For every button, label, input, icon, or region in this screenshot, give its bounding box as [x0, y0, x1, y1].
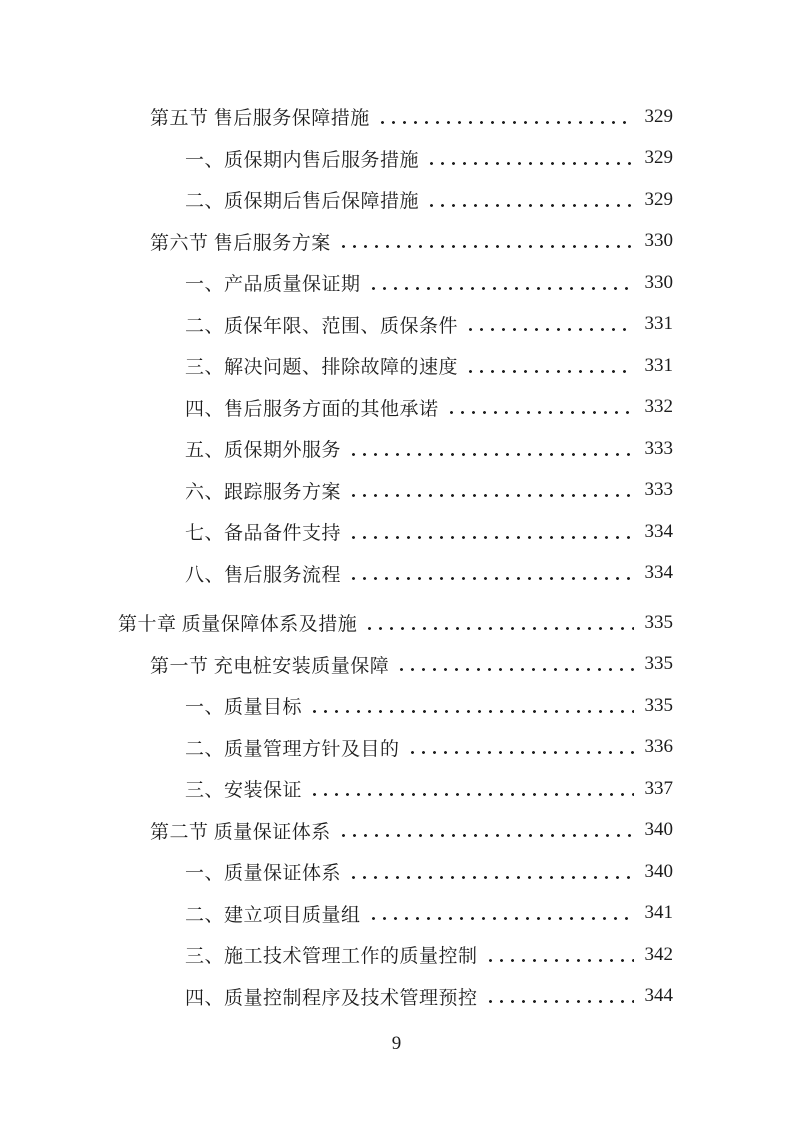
toc-entry [118, 304, 673, 346]
toc-entry-label: 一、产品质量保证期 [185, 274, 361, 296]
toc-entry-label: 二、质量管理方针及目的 [185, 738, 400, 760]
dot-leader [338, 232, 634, 251]
dot-leader [426, 149, 634, 168]
dot-leader [348, 564, 634, 583]
dot-leader [368, 273, 634, 292]
toc-entry-label: 三、施工技术管理工作的质量控制 [185, 946, 478, 968]
toc-entry-page-number: 344 [644, 985, 673, 1007]
toc-entry [118, 262, 673, 304]
dot-leader [446, 398, 634, 417]
dot-leader [407, 738, 634, 757]
toc-entry [118, 221, 673, 263]
toc-entry-label: 二、建立项目质量组 [185, 904, 361, 926]
toc-entry-page-number: 334 [644, 562, 673, 584]
toc-entry-page-number: 329 [644, 188, 673, 210]
toc-entry-page-number: 340 [644, 819, 673, 841]
toc-entry-label: 五、质保期外服务 [185, 440, 342, 462]
toc-entry-label: 七、备品备件支持 [185, 523, 342, 545]
dot-leader [377, 107, 634, 126]
dot-leader [348, 522, 634, 541]
toc-entry-page-number: 333 [644, 437, 673, 459]
toc-entry-page-number: 331 [644, 313, 673, 335]
toc-entry-label: 第一节 充电桩安装质量保障 [150, 655, 390, 677]
dot-leader [465, 315, 634, 334]
toc-entry [118, 644, 673, 686]
toc-entry [118, 511, 673, 553]
dot-leader [485, 987, 634, 1006]
dot-leader [309, 696, 634, 715]
toc-entry-label: 一、质保期内售后服务措施 [185, 149, 420, 171]
toc-entry-label: 四、售后服务方面的其他承诺 [185, 398, 439, 420]
toc-entry-label: 八、售后服务流程 [185, 564, 342, 586]
dot-leader [309, 779, 634, 798]
toc-entry-label: 第十章 质量保障体系及措施 [118, 614, 358, 636]
dot-leader [465, 356, 634, 375]
toc-entry-page-number: 335 [644, 653, 673, 675]
dot-leader [348, 862, 634, 881]
toc-entry [118, 179, 673, 221]
toc-entry [118, 727, 673, 769]
toc-entry-page-number: 333 [644, 479, 673, 501]
toc-entry [118, 851, 673, 893]
toc-entry-label: 六、跟踪服务方案 [185, 481, 342, 503]
toc-entry [118, 810, 673, 852]
toc-entry-page-number: 335 [644, 611, 673, 633]
toc-entry [118, 96, 673, 138]
dot-leader [348, 439, 634, 458]
toc-entry-page-number: 337 [644, 777, 673, 799]
dot-leader [338, 821, 634, 840]
toc-entry-label: 第二节 质量保证体系 [150, 821, 331, 843]
dot-leader [426, 190, 634, 209]
toc-entry-page-number: 330 [644, 230, 673, 252]
toc-entry [118, 345, 673, 387]
table-of-contents [118, 96, 673, 1017]
dot-leader [368, 904, 634, 923]
toc-entry-label: 第五节 售后服务保障措施 [150, 108, 370, 130]
toc-entry [118, 602, 673, 644]
toc-entry-label: 四、质量控制程序及技术管理预控 [185, 987, 478, 1009]
dot-leader [348, 481, 634, 500]
toc-entry [118, 470, 673, 512]
toc-entry-page-number: 332 [644, 396, 673, 418]
toc-entry [118, 387, 673, 429]
toc-entry [118, 553, 673, 595]
toc-entry-label: 第六节 售后服务方案 [150, 232, 331, 254]
toc-entry-page-number: 331 [644, 354, 673, 376]
toc-entry [118, 768, 673, 810]
toc-entry-label: 二、质保年限、范围、质保条件 [185, 315, 459, 337]
toc-entry-label: 二、质保期后售后保障措施 [185, 191, 420, 213]
toc-entry [118, 138, 673, 180]
dot-leader [364, 613, 634, 632]
toc-entry-page-number: 335 [644, 694, 673, 716]
toc-entry-label: 一、质量目标 [185, 697, 303, 719]
toc-entry-page-number: 341 [644, 902, 673, 924]
toc-entry-page-number: 342 [644, 943, 673, 965]
footer-page-number: 9 [391, 1033, 402, 1054]
toc-entry-label: 三、解决问题、排除故障的速度 [185, 357, 459, 379]
toc-entry-page-number: 329 [644, 147, 673, 169]
toc-entry-page-number: 329 [644, 105, 673, 127]
toc-entry-label: 一、质量保证体系 [185, 863, 342, 885]
toc-entry [118, 685, 673, 727]
toc-entry [118, 976, 673, 1018]
dot-leader [396, 655, 634, 674]
toc-entry [118, 893, 673, 935]
toc-entry-page-number: 336 [644, 736, 673, 758]
toc-entry [118, 934, 673, 976]
toc-entry-page-number: 340 [644, 860, 673, 882]
toc-entry-page-number: 334 [644, 520, 673, 542]
dot-leader [485, 945, 634, 964]
toc-entry-label: 三、安装保证 [185, 780, 303, 802]
toc-entry [118, 428, 673, 470]
toc-entry-page-number: 330 [644, 271, 673, 293]
